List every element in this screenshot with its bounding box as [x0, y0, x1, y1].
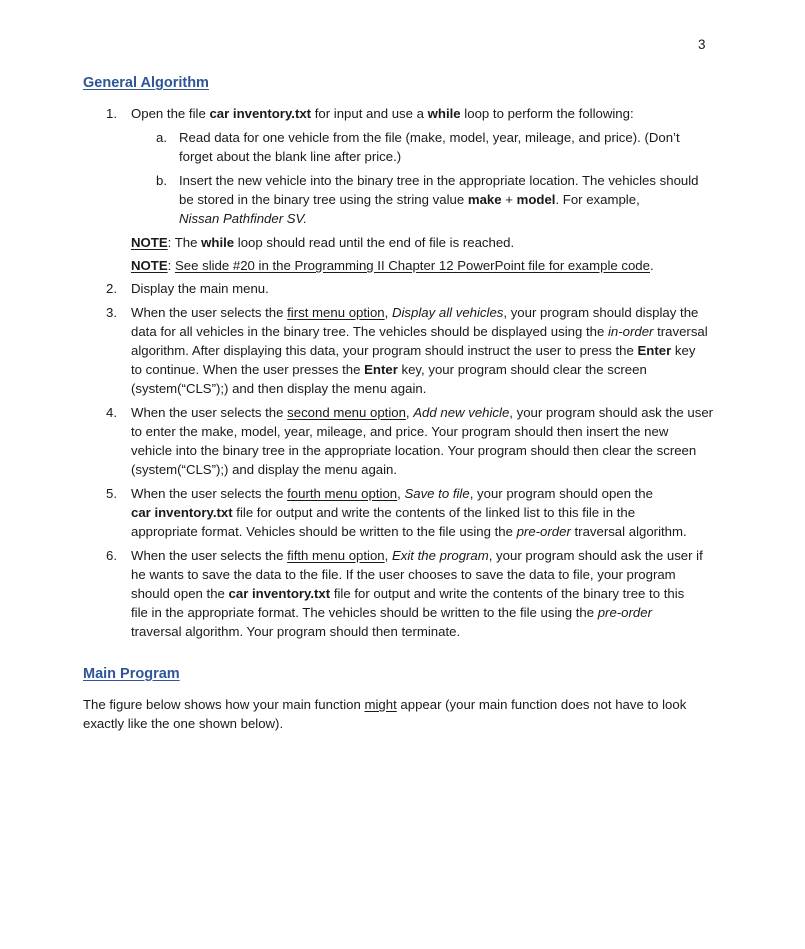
step-3-line-5: (system(“CLS”);) and then display the menu again.: [131, 381, 427, 396]
step-6-number: 6.: [106, 548, 117, 563]
step-1-line-1: Open the file car inventory.txt for input and use a while loop to perform the following:: [131, 106, 634, 121]
step-1b-line-2: be stored in the binary tree using the string value make + model. For example,: [179, 192, 640, 207]
step-5-line-1: When the user selects the fourth menu option, Save to file, your program should open the: [131, 486, 653, 501]
step-1a-letter: a.: [156, 130, 167, 145]
step-5-number: 5.: [106, 486, 117, 501]
step-1a-line-1: Read data for one vehicle from the file (make, model, year, mileage, and price). (Don’t: [179, 130, 680, 145]
step-3-line-3: algorithm. After displaying this data, your program should instruct the user to press the Enter key: [131, 343, 696, 358]
main-program-line-1: The figure below shows how your main function might appear (your main function does not have to look: [83, 697, 687, 712]
heading-main-program: Main Program: [83, 666, 180, 682]
slide-reference-link[interactable]: See slide #20 in the Programming II Chapter 12 PowerPoint file for example code: [174, 258, 650, 273]
step-4-line-1: When the user selects the second menu option, Add new vehicle, your program should ask the user: [131, 405, 714, 420]
step-2-line: Display the main menu.: [131, 281, 269, 296]
note-1: NOTE: The while loop should read until the end of file is reached.: [131, 235, 515, 250]
step-6-line-4: file in the appropriate format. The vehicles should be written to the file using the pre-order: [131, 605, 652, 620]
step-3-line-1: When the user selects the first menu option, Display all vehicles, your program should display the: [131, 305, 699, 320]
step-4-number: 4.: [106, 405, 117, 420]
step-3-number: 3.: [106, 305, 117, 320]
step-6-line-5: traversal algorithm. Your program should then terminate.: [131, 624, 461, 639]
step-1-number: 1.: [106, 106, 117, 121]
step-1b-line-3: Nissan Pathfinder SV.: [179, 211, 308, 226]
step-6-line-2: he wants to save the data to the file. If the user chooses to save the data to file, your program: [131, 567, 676, 582]
step-3-line-4: to continue. When the user presses the Enter key, your program should clear the screen: [131, 362, 647, 377]
step-6-line-3: should open the car inventory.txt file for output and write the contents of the binary tree to this: [131, 586, 685, 601]
step-1b-line-1: Insert the new vehicle into the binary tree in the appropriate location. The vehicles should: [179, 173, 699, 188]
page-number: 3: [698, 37, 706, 52]
step-3-line-2: data for all vehicles in the binary tree. The vehicles should be displayed using the in-order traversal: [131, 324, 708, 339]
step-2-number: 2.: [106, 281, 117, 296]
step-4-line-3: vehicle into the binary tree in the appropriate location. Your program should then clear the screen: [131, 443, 697, 458]
main-program-line-2: exactly like the one shown below).: [83, 716, 284, 731]
note-2: NOTE: See slide #20 in the Programming II Chapter 12 PowerPoint file for example code.: [131, 258, 654, 273]
step-1b-letter: b.: [156, 173, 167, 188]
step-5-line-3: appropriate format. Vehicles should be written to the file using the pre-order traversal algorithm.: [131, 524, 687, 539]
step-1a-line-2: forget about the blank line after price.): [179, 149, 402, 164]
heading-general-algorithm: General Algorithm: [83, 75, 209, 91]
step-6-line-1: When the user selects the fifth menu option, Exit the program, your program should ask the user if: [131, 548, 703, 563]
step-4-line-2: to enter the make, model, year, mileage, and price. Your program should then insert the new: [131, 424, 669, 439]
step-4-line-4: (system(“CLS”);) and display the menu again.: [131, 462, 398, 477]
step-5-line-2: car inventory.txt file for output and write the contents of the linked list to this file in the: [131, 505, 636, 520]
